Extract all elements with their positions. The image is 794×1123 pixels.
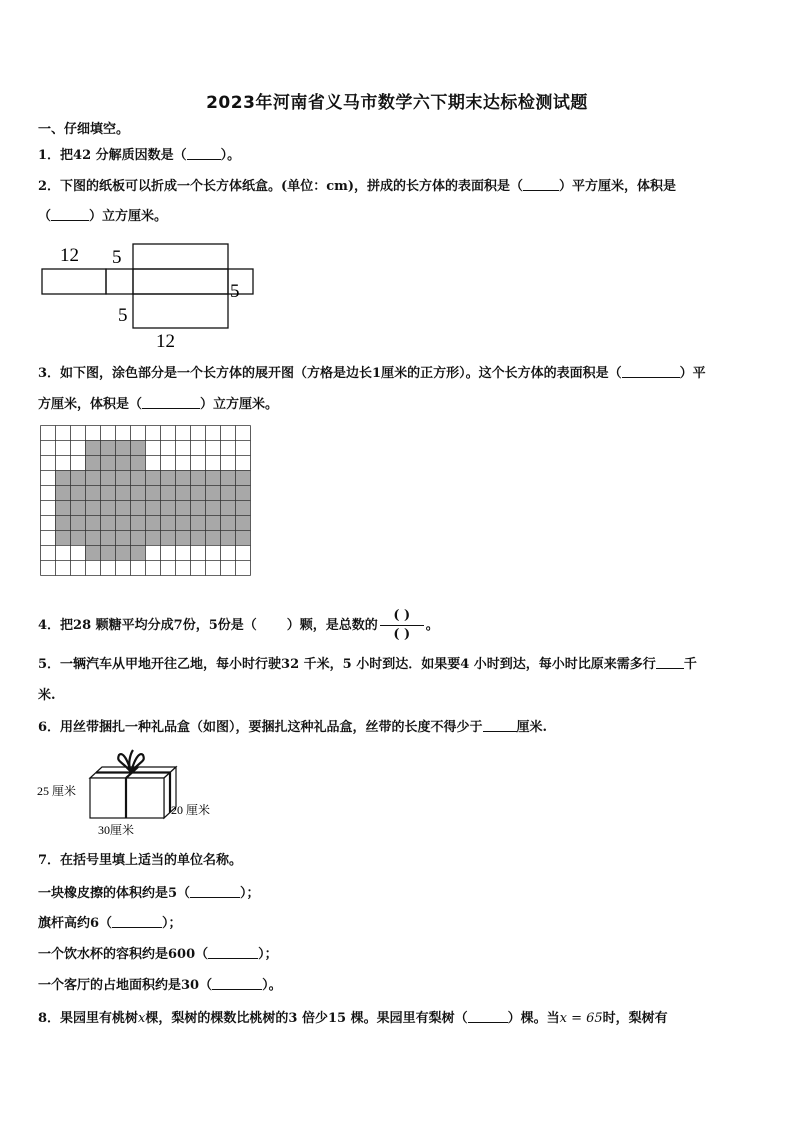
q7-item-3-end: ）； <box>258 947 278 962</box>
question-7-title: 7．在括号里填上适当的单位名称。 <box>38 853 243 868</box>
label-5-top: 5 <box>112 247 122 268</box>
q4-text: 4．把28 颗糖平均分成7份，5份是（ <box>38 618 257 633</box>
gift-box-figure <box>36 748 236 840</box>
grid-net-figure <box>40 425 254 580</box>
q7-item-4-end: ）。 <box>262 978 282 993</box>
q7-item-2-text: 旗杆高约6（ <box>38 916 113 931</box>
q1-answer-blank[interactable] <box>187 147 221 160</box>
q3-text-2: 方厘米，体积是（ <box>38 397 143 412</box>
cuboid-net-figure <box>30 236 260 354</box>
q6-answer-blank[interactable] <box>483 719 517 732</box>
q8-text-end: 时，梨树有 <box>602 1011 668 1026</box>
q4-fraction-blank[interactable] <box>380 608 424 643</box>
question-4 <box>38 605 439 647</box>
question-5-line-1 <box>38 656 697 673</box>
question-2-line-2 <box>38 208 167 225</box>
question-6 <box>38 719 547 736</box>
q2-text-2: （ <box>38 209 52 224</box>
q7-item-1 <box>38 885 260 902</box>
label-12-top: 12 <box>60 245 79 266</box>
q4-numerator[interactable]: ( ) <box>393 608 411 623</box>
q7-item-1-blank[interactable] <box>190 885 240 898</box>
net-face-left <box>42 269 106 294</box>
question-3-line-2 <box>38 396 278 413</box>
question-8 <box>38 1010 668 1027</box>
q8-equation: x = 65 <box>559 1011 603 1026</box>
q3-text-mid: ）平 <box>679 366 706 381</box>
q7-item-2 <box>38 915 182 932</box>
q7-item-4-text: 一个客厅的占地面积约是30（ <box>38 978 213 993</box>
label-25cm: 25 厘米 <box>37 784 77 798</box>
q2-text-end: ）立方厘米。 <box>89 209 168 224</box>
label-20cm: 20 厘米 <box>171 803 211 817</box>
q7-item-1-text: 一块橡皮擦的体积约是5（ <box>38 886 191 901</box>
q3-text: 3．如下图，涂色部分是一个长方体的展开图（方格是边长1厘米的正方形）。这个长方体的表面积是（ <box>38 366 622 381</box>
q8-text: 8．果园里有桃树 <box>38 1011 139 1026</box>
label-5-right: 5 <box>230 281 240 302</box>
q7-item-1-end: ）； <box>240 886 260 901</box>
label-12-bottom: 12 <box>156 331 175 352</box>
q3-area-blank[interactable] <box>622 365 680 378</box>
q7-item-3 <box>38 946 278 963</box>
net-face-front <box>133 269 228 294</box>
q5-answer-blank[interactable] <box>656 656 684 669</box>
q2-text: 2．下图的纸板可以折成一个长方体纸盒。(单位：cm)，拼成的长方体的表面积是（ <box>38 179 524 194</box>
q8-answer-blank[interactable] <box>468 1010 508 1023</box>
q1-text: 1．把42 分解质因数是（ <box>38 148 187 163</box>
q7-item-2-blank[interactable] <box>112 915 162 928</box>
net-face-side <box>106 269 133 294</box>
question-2-line-1 <box>38 178 676 195</box>
section-heading: 一、仔细填空。 <box>38 122 130 137</box>
q4-denominator[interactable]: ( ) <box>393 627 411 642</box>
page-title: 2023年河南省义马市数学六下期末达标检测试题 <box>206 93 588 113</box>
q7-item-3-blank[interactable] <box>208 946 258 959</box>
q4-text-end: 。 <box>425 618 439 633</box>
q3-text-end: ）立方厘米。 <box>200 397 279 412</box>
question-1 <box>38 147 240 164</box>
net-face-bottom <box>133 294 228 328</box>
q6-text-end: 厘米. <box>516 720 548 735</box>
q2-volume-blank[interactable] <box>51 208 89 221</box>
q8-variable: x <box>138 1011 146 1026</box>
q7-item-2-end: ）； <box>162 916 182 931</box>
q5-text: 5．一辆汽车从甲地开往乙地，每小时行驶32 千米，5 小时到达．如果要4 小时到达，每小时比原来需多行 <box>38 657 656 672</box>
question-5-line-2: 米. <box>38 688 56 703</box>
q7-item-3-text: 一个饮水杯的容积约是600（ <box>38 947 209 962</box>
q8-text-mid: 棵，梨树的棵数比桃树的3 倍少15 棵。果园里有梨树（ <box>145 1011 468 1026</box>
label-30cm: 30厘米 <box>98 823 135 837</box>
q1-text-end: ）。 <box>220 148 241 163</box>
q8-text-mid-2: ）棵。当 <box>507 1011 560 1026</box>
label-5-bottom: 5 <box>118 305 128 326</box>
grid-lines <box>41 426 251 576</box>
q5-text-end: 千 <box>683 657 697 672</box>
q3-volume-blank[interactable] <box>142 396 200 409</box>
q4-text-mid: ）颗，是总数的 <box>286 618 378 633</box>
net-face-top <box>133 244 228 269</box>
q2-area-blank[interactable] <box>523 178 559 191</box>
q6-text: 6．用丝带捆扎一种礼品盒（如图），要捆扎这种礼品盒，丝带的长度不得少于 <box>38 720 483 735</box>
q7-item-4 <box>38 977 282 994</box>
question-3-line-1 <box>38 365 706 382</box>
q2-text-mid: ）平方厘米，体积是 <box>559 179 677 194</box>
q7-item-4-blank[interactable] <box>212 977 262 990</box>
